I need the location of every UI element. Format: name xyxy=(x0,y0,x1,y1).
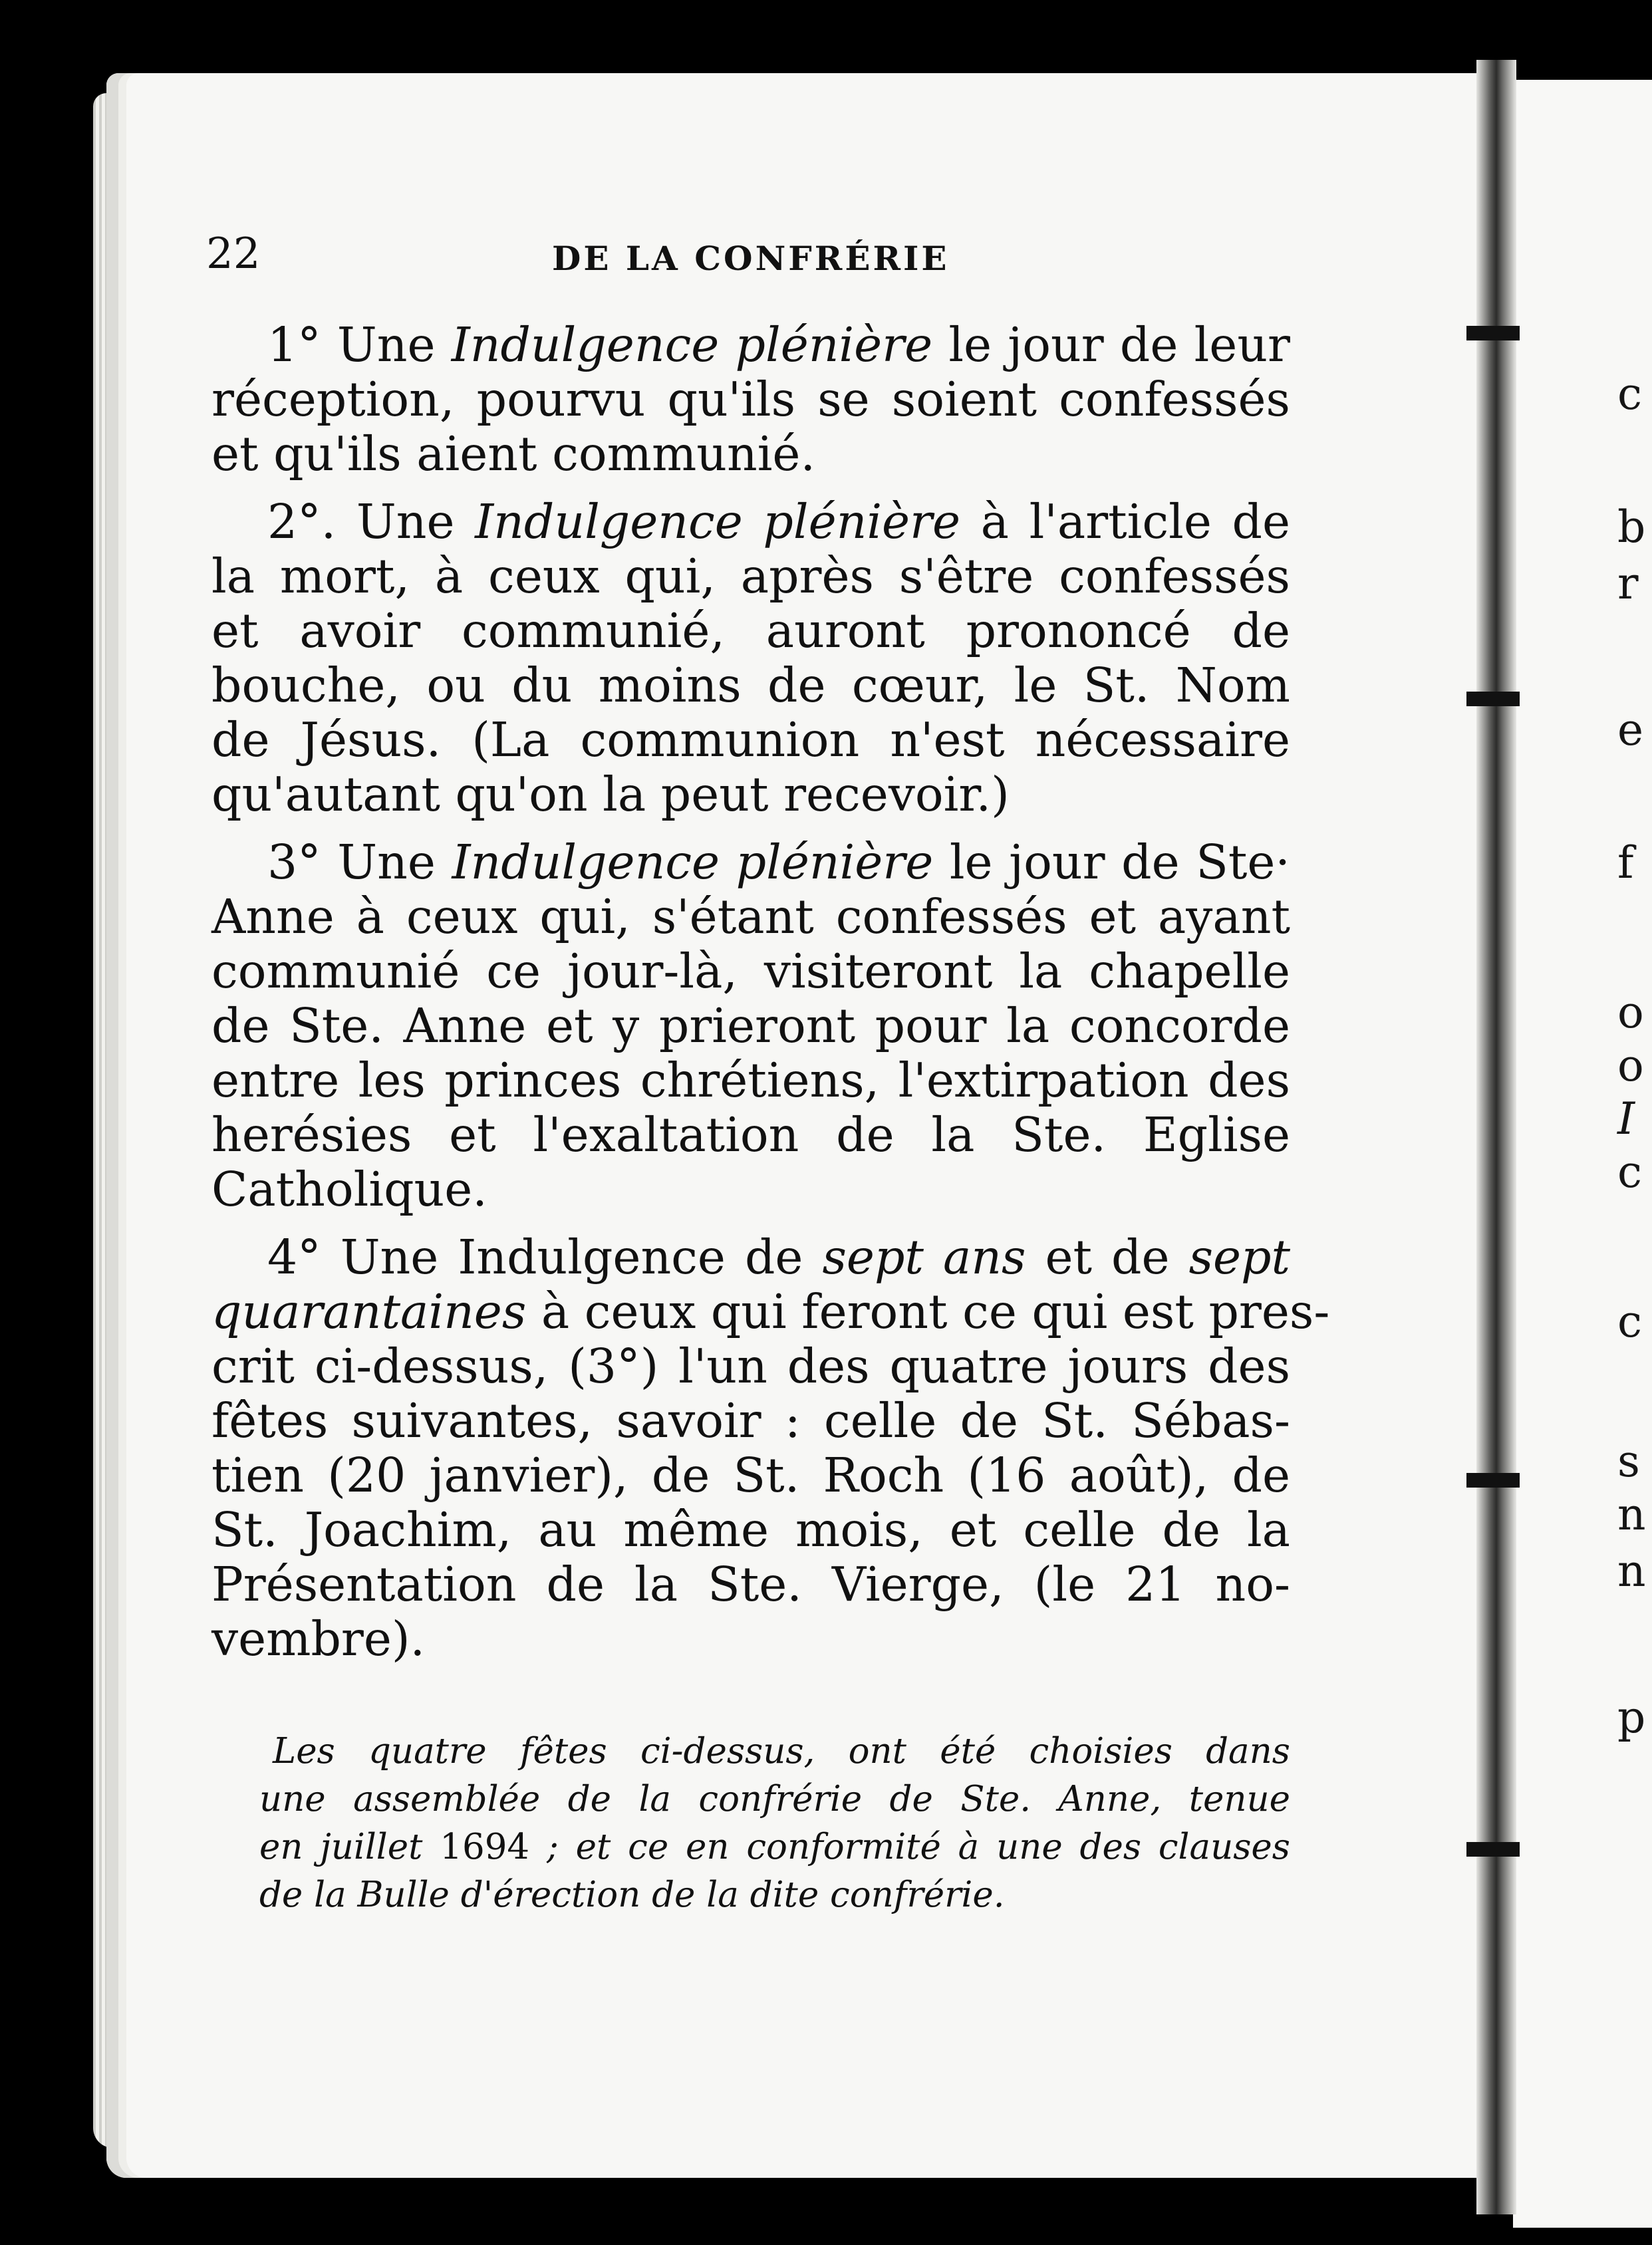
note-line: de la Bulle d'érection de la dite confrérie. xyxy=(259,1875,1005,1915)
note-line: en juillet 1694 ; et ce en conformité à une des clauses xyxy=(259,1827,1290,1867)
footnote xyxy=(259,1728,1290,1919)
text-line: entre les princes chrétiens, l'extirpation des xyxy=(211,1053,1290,1108)
text-line: crit ci-dessus, (3°) l'un des quatre jours des xyxy=(211,1339,1290,1394)
note-line: une assemblée de la confrérie de Ste. Anne, tenue xyxy=(259,1779,1290,1819)
right-page-fragment: n xyxy=(1617,1489,1646,1540)
note-line: Les quatre fêtes ci-dessus, ont été choisies dans xyxy=(273,1731,1290,1772)
text-line: 2°. Une Indulgence plénière à l'article de xyxy=(267,494,1290,549)
text-line: quarantaines à ceux qui feront ce qui est pres- xyxy=(211,1284,1330,1339)
running-head: DE LA CONFRÉRIE xyxy=(552,239,950,278)
text-line: et qu'ils aient communié. xyxy=(211,426,816,481)
text-line: qu'autant qu'on la peut recevoir.) xyxy=(211,767,1010,822)
book-gutter xyxy=(1476,60,1516,2214)
gutter-mark xyxy=(1466,1842,1520,1857)
right-page-fragment: n xyxy=(1617,1545,1646,1597)
text-line: Présentation de la Ste. Vierge, (le 21 no- xyxy=(211,1557,1290,1612)
right-page-fragment: c xyxy=(1617,368,1642,420)
gutter-mark xyxy=(1466,326,1520,340)
page-number: 22 xyxy=(206,229,261,279)
gutter-mark xyxy=(1466,692,1520,706)
right-page-fragment: e xyxy=(1617,704,1644,755)
text-line: de Jésus. (La communion n'est nécessaire xyxy=(211,712,1290,767)
text-line: Anne à ceux qui, s'étant confessés et ayant xyxy=(211,889,1290,944)
text-line: bouche, ou du moins de cœur, le St. Nom xyxy=(211,658,1290,713)
text-line: tien (20 janvier), de St. Roch (16 août), de xyxy=(211,1448,1290,1503)
right-page-fragment: o xyxy=(1617,1040,1644,1091)
text-line: communié ce jour-là, visiteront la chapelle xyxy=(211,944,1290,999)
text-line: 3° Une Indulgence plénière le jour de Ste· xyxy=(267,835,1290,890)
text-line: de Ste. Anne et y prieront pour la concorde xyxy=(211,998,1290,1053)
gutter-mark xyxy=(1466,1473,1520,1488)
right-page-fragment: r xyxy=(1617,558,1639,609)
right-page-fragment: c xyxy=(1617,1296,1642,1347)
text-line: Catholique. xyxy=(211,1162,487,1217)
text-line: réception, pourvu qu'ils se soient confessés xyxy=(211,372,1290,427)
right-page-fragment: I xyxy=(1617,1093,1635,1144)
right-page-fragment: b xyxy=(1617,501,1646,553)
right-page-fragment: c xyxy=(1617,1146,1642,1198)
text-line: herésies et l'exaltation de la Ste. Eglise xyxy=(211,1107,1290,1162)
body-text xyxy=(211,317,1330,1666)
right-page-fragment: f xyxy=(1617,837,1634,888)
right-page-fragment: p xyxy=(1617,1692,1646,1743)
page-header xyxy=(206,229,1284,289)
text-line: 4° Une Indulgence de sept ans et de sept xyxy=(267,1230,1290,1285)
right-page-fragment: s xyxy=(1617,1436,1640,1487)
text-line: la mort, à ceux qui, après s'être confessés xyxy=(211,549,1290,604)
text-line: St. Joachim, au même mois, et celle de la xyxy=(211,1502,1290,1557)
text-line: 1° Une Indulgence plénière le jour de leur xyxy=(267,317,1290,372)
text-line: et avoir communié, auront prononcé de xyxy=(211,603,1290,658)
right-page-fragment: o xyxy=(1617,987,1644,1038)
text-line: vembre). xyxy=(211,1611,426,1666)
text-line: fêtes suivantes, savoir : celle de St. Sébas- xyxy=(211,1393,1290,1448)
